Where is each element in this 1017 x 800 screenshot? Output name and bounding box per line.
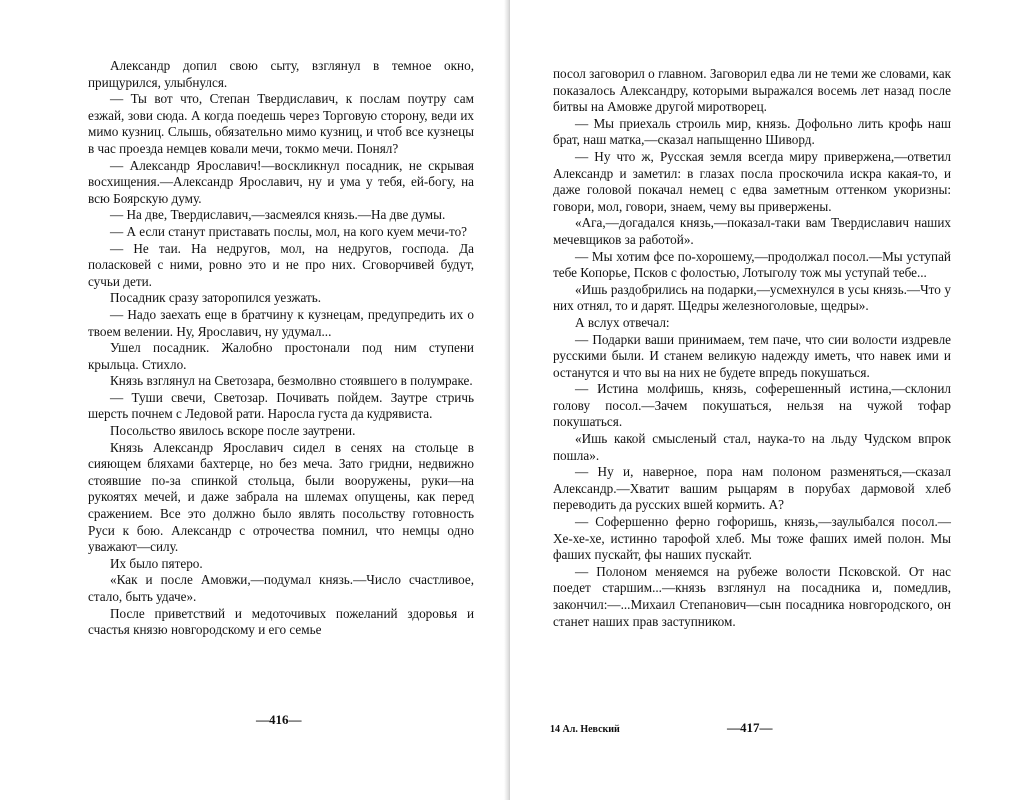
paragraph: — Мы хотим фсе по-хорошему,—продолжал посол.—Мы уступай тебе Копорье, Псков с фолостью, Лотыголу тож мы уступай тебе...: [553, 248, 951, 281]
printer-signature: 14 Ал. Невский: [550, 724, 620, 735]
paragraph: — Подарки ваши принимаем, тем паче, что сии волости издревле русскими были. И станем великую надежду иметь, что навек ими и останутся и что вы на них не будете впредь покушаться.: [553, 331, 951, 380]
page-number-right: —417—: [727, 720, 773, 735]
paragraph: «Ишь какой смысленый стал, наука-то на льду Чудском впрок пошла».: [553, 431, 951, 463]
paragraph: — Александр Ярославич!—воскликнул посадник, не скрывая восхищения.—Александр Ярославич, ну и ума у тебя, ей-богу, на всю Боярскую думу.: [88, 157, 474, 206]
paragraph: — Полоном меняемся на рубеже волости Псковской. От нас поедет старшим...—князь взглянул на посадника и, помедлив, закончил:—...Михаил Степанович—сын посадника новгородского, он станет наших прав заступником.: [553, 563, 951, 629]
paragraph: «Как и после Амовжи,—подумал князь.—Число счастливое, стало, быть удаче».: [88, 572, 474, 604]
paragraph: После приветствий и медоточивых пожеланий здоровья и счастья князю новгородскому и его семье: [88, 605, 474, 638]
paragraph: Александр допил свою сыту, взглянул в темное окно, прищурился, улыбнулся.: [88, 58, 474, 90]
paragraph: Князь взглянул на Светозара, безмолвно стоявшего в полумраке.: [110, 373, 473, 389]
paragraph: «Ага,—догадался князь,—показал-таки вам Твердиславич наших мечевщиков за работой».: [553, 215, 951, 247]
page-number-left: —416—: [256, 712, 302, 727]
paragraph: — Ты вот что, Степан Твердиславич, к послам поутру сам езжай, зови сюда. А когда поедешь через Торговую сторону, веди их мимо кузниц. Слышь, обязательно мимо кузниц, и чтоб все кузнецы в час проезда немцев ковали мечи, токмо мечи. Понял?: [88, 91, 474, 156]
paragraph: — А если станут приставать послы, мол, на кого куем мечи-то?: [110, 223, 468, 239]
paragraph: — Не таи. На недругов, мол, на недругов, господа. Да поласковей с ними, ровно это и не про них. Сговорчивей будут, сучьи дети.: [88, 240, 474, 289]
paragraph: посол заговорил о главном. Заговорил едва ли не теми же словами, как показалось Александру, которыми выражался восемь лет назад после битвы на Амовже другой миротворец.: [553, 66, 951, 115]
paragraph: Посольство явилось вскоре после заутрени.: [110, 423, 356, 439]
paragraph: «Ишь раздобрились на подарки,—усмехнулся в усы князь.—Что у них отнял, то и дарят. Щедры железноголовые, щедры».: [553, 281, 951, 314]
paragraph: Ушел посадник. Жалобно простонали под ним ступени крыльца. Стихло.: [88, 340, 474, 372]
paragraph: — Софершенно ферно гофоришь, князь,—заулыбался посол.—Хе-хе-хе, истинно тарофой хлеб. Мы тоже фаших имей полон. Мы фаших пускайт, фы наших пускайт.: [553, 514, 951, 563]
paragraph: — Ну и, наверное, пора нам полоном разменяться,—сказал Александр.—Хватит вашим рыцарям в порубах дармовой хлеб переводить да русских вшей кормить. А?: [553, 464, 951, 513]
paragraph: Посадник сразу заторопился уезжать.: [110, 290, 322, 306]
left-page-text: [88, 58, 474, 639]
paragraph: Их было пятеро.: [110, 555, 203, 571]
paragraph: — Истина молфишь, князь, соферешенный истина,—склонил голову посол.—Зачем покушаться, нельзя на чужой тофар покушаться.: [553, 381, 951, 430]
paragraph: — Надо заехать еще в братчину к кузнецам, предупредить их о твоем велении. Ну, Ярославич, ну удумал...: [88, 306, 474, 339]
paragraph: — Мы приехаль строиль мир, князь. Дофольно лить крофь наш брат, наш матка,—сказал напыщенно Шиворд.: [553, 115, 951, 148]
paragraph: А вслух отвечал:: [575, 314, 670, 330]
paragraph: — На две, Твердиславич,—засмеялся князь.—На две думы.: [110, 207, 446, 223]
right-page-text: [553, 66, 951, 630]
right-page: [510, 0, 1017, 800]
paragraph: — Ну что ж, Русская земля всегда миру привержена,—ответил Александр и заметил: в глазах посла проскочила искра какая-то, и даже головой покачал немец с едва заметным оттенком укоризны: говори, мол, говори, знаем, чему вы привержены.: [553, 148, 951, 214]
paragraph: — Туши свечи, Светозар. Почивать пойдем. Заутре стричь шерсть почнем с Ледовой рати. Наросла густа да кудрявиста.: [88, 389, 474, 422]
paragraph: Князь Александр Ярославич сидел в сенях на стольце в сияющем бляхами бахтерце, но без меча. Зато гридни, недвижно стоявшие по-за спинкой стольца, были вооружены, руки—на рукоятях мечей, и даже забрала на шлемах опущены, как перед сражением. Все это должно было являть посольству готовность Руси к бою. Александр с отрочества помнил, что немцы одно уважают—силу.: [88, 439, 474, 555]
